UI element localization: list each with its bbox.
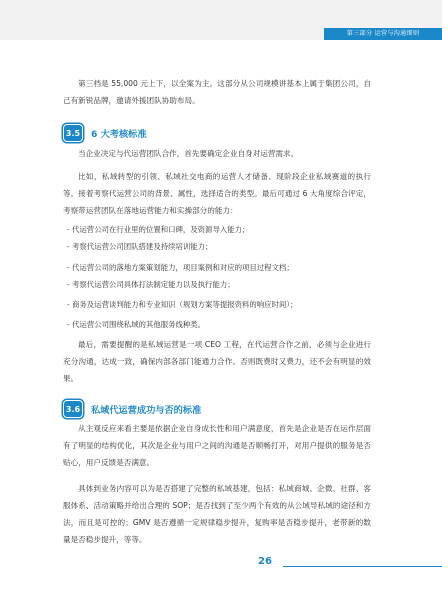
body-paragraph: 当企业决定与代运营团队合作，首先要确定企业自身对运营需求。: [78, 149, 299, 158]
criteria-list-item: - 代运营公司在行业里的位置和口碑，及资源导入能力；: [67, 225, 250, 234]
section-title: 6 大考核标准: [91, 129, 147, 140]
body-paragraph: 从主观反应来看主要是依据企业自身成长性和用户满意度，首先是企业是否在运作层面有了明显的结构优化，其次是企业与用户之间的沟通是否顺畅打开，对用户提供的服务是否贴心，用户反馈是否满意。: [63, 424, 371, 467]
criteria-list-item: - 商务及运营谈判能力和专业知识（规划方案等提报资料的响应时间）；: [67, 300, 298, 309]
body-paragraph: 具体到业务内容可以为是否搭建了完整的私域基建，包括：私域商城、企微、社群、客服体系、活动策略并给出合理的 SOP；是否找到了至少两个有效的从公域导私域的途径和方法，而且是可控的；GMV 是否遵循一定规律稳步提升，复购率是否稳步提升，老带新的数量是否稳步提升，等等。: [63, 484, 371, 544]
criteria-list-item: - 考察代运营公司团队搭建及持续培训能力；: [67, 242, 213, 251]
criteria-list-item: - 考察代运营公司具体打法制定能力以及执行能力；: [67, 280, 235, 289]
body-paragraph: 最后，需要提醒的是私域运营是一项 CEO 工程，在代运营合作之前，必须与企业进行充分沟通，达成一致，确保内部各部门能通力合作。否则既费时又费力，还不会有明显的效果。: [63, 340, 371, 383]
section-heading-3-5: [63, 124, 147, 142]
section-header-tab: 第三部分 运营与沟通细则: [324, 28, 442, 40]
intro-paragraph: 第三档是 55,000 元上下，以全案为主。这部分从公司规模讲基本上属于集团公司，自己有新锐品牌，邀请外援团队协助布局。: [63, 79, 371, 105]
criteria-list-item: - 代运营公司的落地方案策划能力，项目案例和对应的项目过程文档；: [67, 263, 294, 272]
body-paragraph: 比如，私域转型的引领、私域社交电商的运营人才储备、现阶段企业私域赛道的执行等。接着考察代运营公司的背景、属性，选择适合的类型。最后可通过 6 大角度综合评定，考察带运营团队在落地运营能力和实操部分的能力：: [63, 172, 371, 215]
section-heading-3-6: [63, 400, 201, 418]
section-title: 私域代运营成功与否的标准: [91, 405, 202, 416]
section-number-badge: 3.5: [63, 124, 83, 142]
criteria-list-item: - 代运营公司围绕私域的其他服务线种类。: [67, 320, 206, 329]
section-number-badge: 3.6: [63, 400, 83, 418]
footer-rule: [283, 566, 442, 567]
page-number: 26: [258, 556, 272, 567]
